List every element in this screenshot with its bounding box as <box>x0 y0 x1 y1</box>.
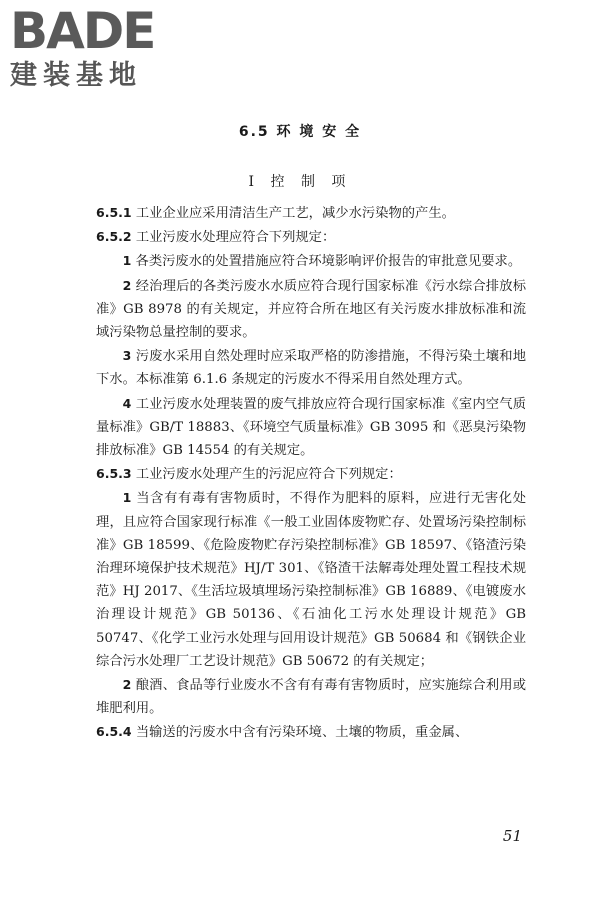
item-text: 经治理后的各类污废水水质应符合现行国家标准《污水综合排放标准》GB 8978 的有关规定，并应符合所在地区有关污废水排放标准和流域污染物总量控制的要求。 <box>96 278 527 341</box>
item-number: 1 <box>122 253 132 269</box>
item-number: 4 <box>122 395 132 411</box>
logo-brand: BADE <box>10 2 155 60</box>
item-6-5-2-4 <box>96 392 526 463</box>
clause-6-5-1 <box>96 201 526 225</box>
clause-text: 当输送的污废水中含有污染环境、土壤的物质，重金属、 <box>135 725 469 741</box>
sub-title: I 控 制 项 <box>248 174 352 190</box>
clause-6-5-4 <box>96 720 526 744</box>
clause-text: 工业污废水处理产生的污泥应符合下列规定： <box>135 467 402 483</box>
item-text: 各类污废水的处置措施应符合环境影响评价报告的审批意见要求。 <box>135 254 522 270</box>
item-6-5-2-1 <box>96 249 526 273</box>
item-text: 污废水采用自然处理时应采取严格的防渗措施，不得污染土壤和地下水。本标准第 6.1.6 条规定的污废水不得采用自然处理方式。 <box>96 349 527 388</box>
clause-number: 6.5.2 <box>96 229 132 245</box>
clause-6-5-3 <box>96 462 526 486</box>
clause-number: 6.5.3 <box>96 466 132 482</box>
clause-6-5-2 <box>96 225 526 249</box>
item-number: 1 <box>122 490 132 506</box>
item-number: 2 <box>122 277 132 293</box>
clause-number: 6.5.4 <box>96 724 132 740</box>
body-text <box>96 201 526 745</box>
section-title: 6.5 环 境 安 全 <box>238 124 362 140</box>
item-number: 2 <box>122 677 132 693</box>
logo-tagline: 建装基地 <box>10 60 142 91</box>
item-text: 当含有有毒有害物质时，不得作为肥料的原料，应进行无害化处理，且应符合国家现行标准《一般工业固体废物贮存、处置场污染控制标准》GB 18599、《危险废物贮存污染控制标准》GB 18597、《铬渣污染治理环境保护技术规范》HJ/T 301、《铬渣干法解毒处理处置工程技术规范》HJ 2017、《生活垃圾填埋场污染控制标准》GB 16889、《电镀废水治理设计规范》GB 50136、《石油化工污水处理设计规范》GB 50747、《化学工业污水处理与回用设计规范》GB 50684 和《钢铁企业综合污水处理厂工艺设计规范》GB 50672 的有关规定； <box>96 491 527 669</box>
item-number: 3 <box>122 348 132 364</box>
clause-number: 6.5.1 <box>96 205 132 220</box>
item-text: 工业污废水处理装置的废气排放应符合现行国家标准《室内空气质量标准》GB/T 18883、《环境空气质量标准》GB 3095 和《恶臭污染物排放标准》GB 14554 的有关规定。 <box>96 396 527 459</box>
clause-text: 工业污废水处理应符合下列规定： <box>135 230 336 246</box>
bade-logo <box>10 4 180 94</box>
page-number: 51 <box>502 827 522 845</box>
item-6-5-3-2 <box>96 673 526 720</box>
clause-text: 工业企业应采用清洁生产工艺，减少水污染物的产生。 <box>135 206 455 221</box>
item-text: 酿酒、食品等行业废水不含有有毒有害物质时，应实施综合利用或堆肥利用。 <box>96 678 527 717</box>
item-6-5-2-3 <box>96 344 526 391</box>
item-6-5-3-1 <box>96 486 526 673</box>
item-6-5-2-2 <box>96 274 526 345</box>
